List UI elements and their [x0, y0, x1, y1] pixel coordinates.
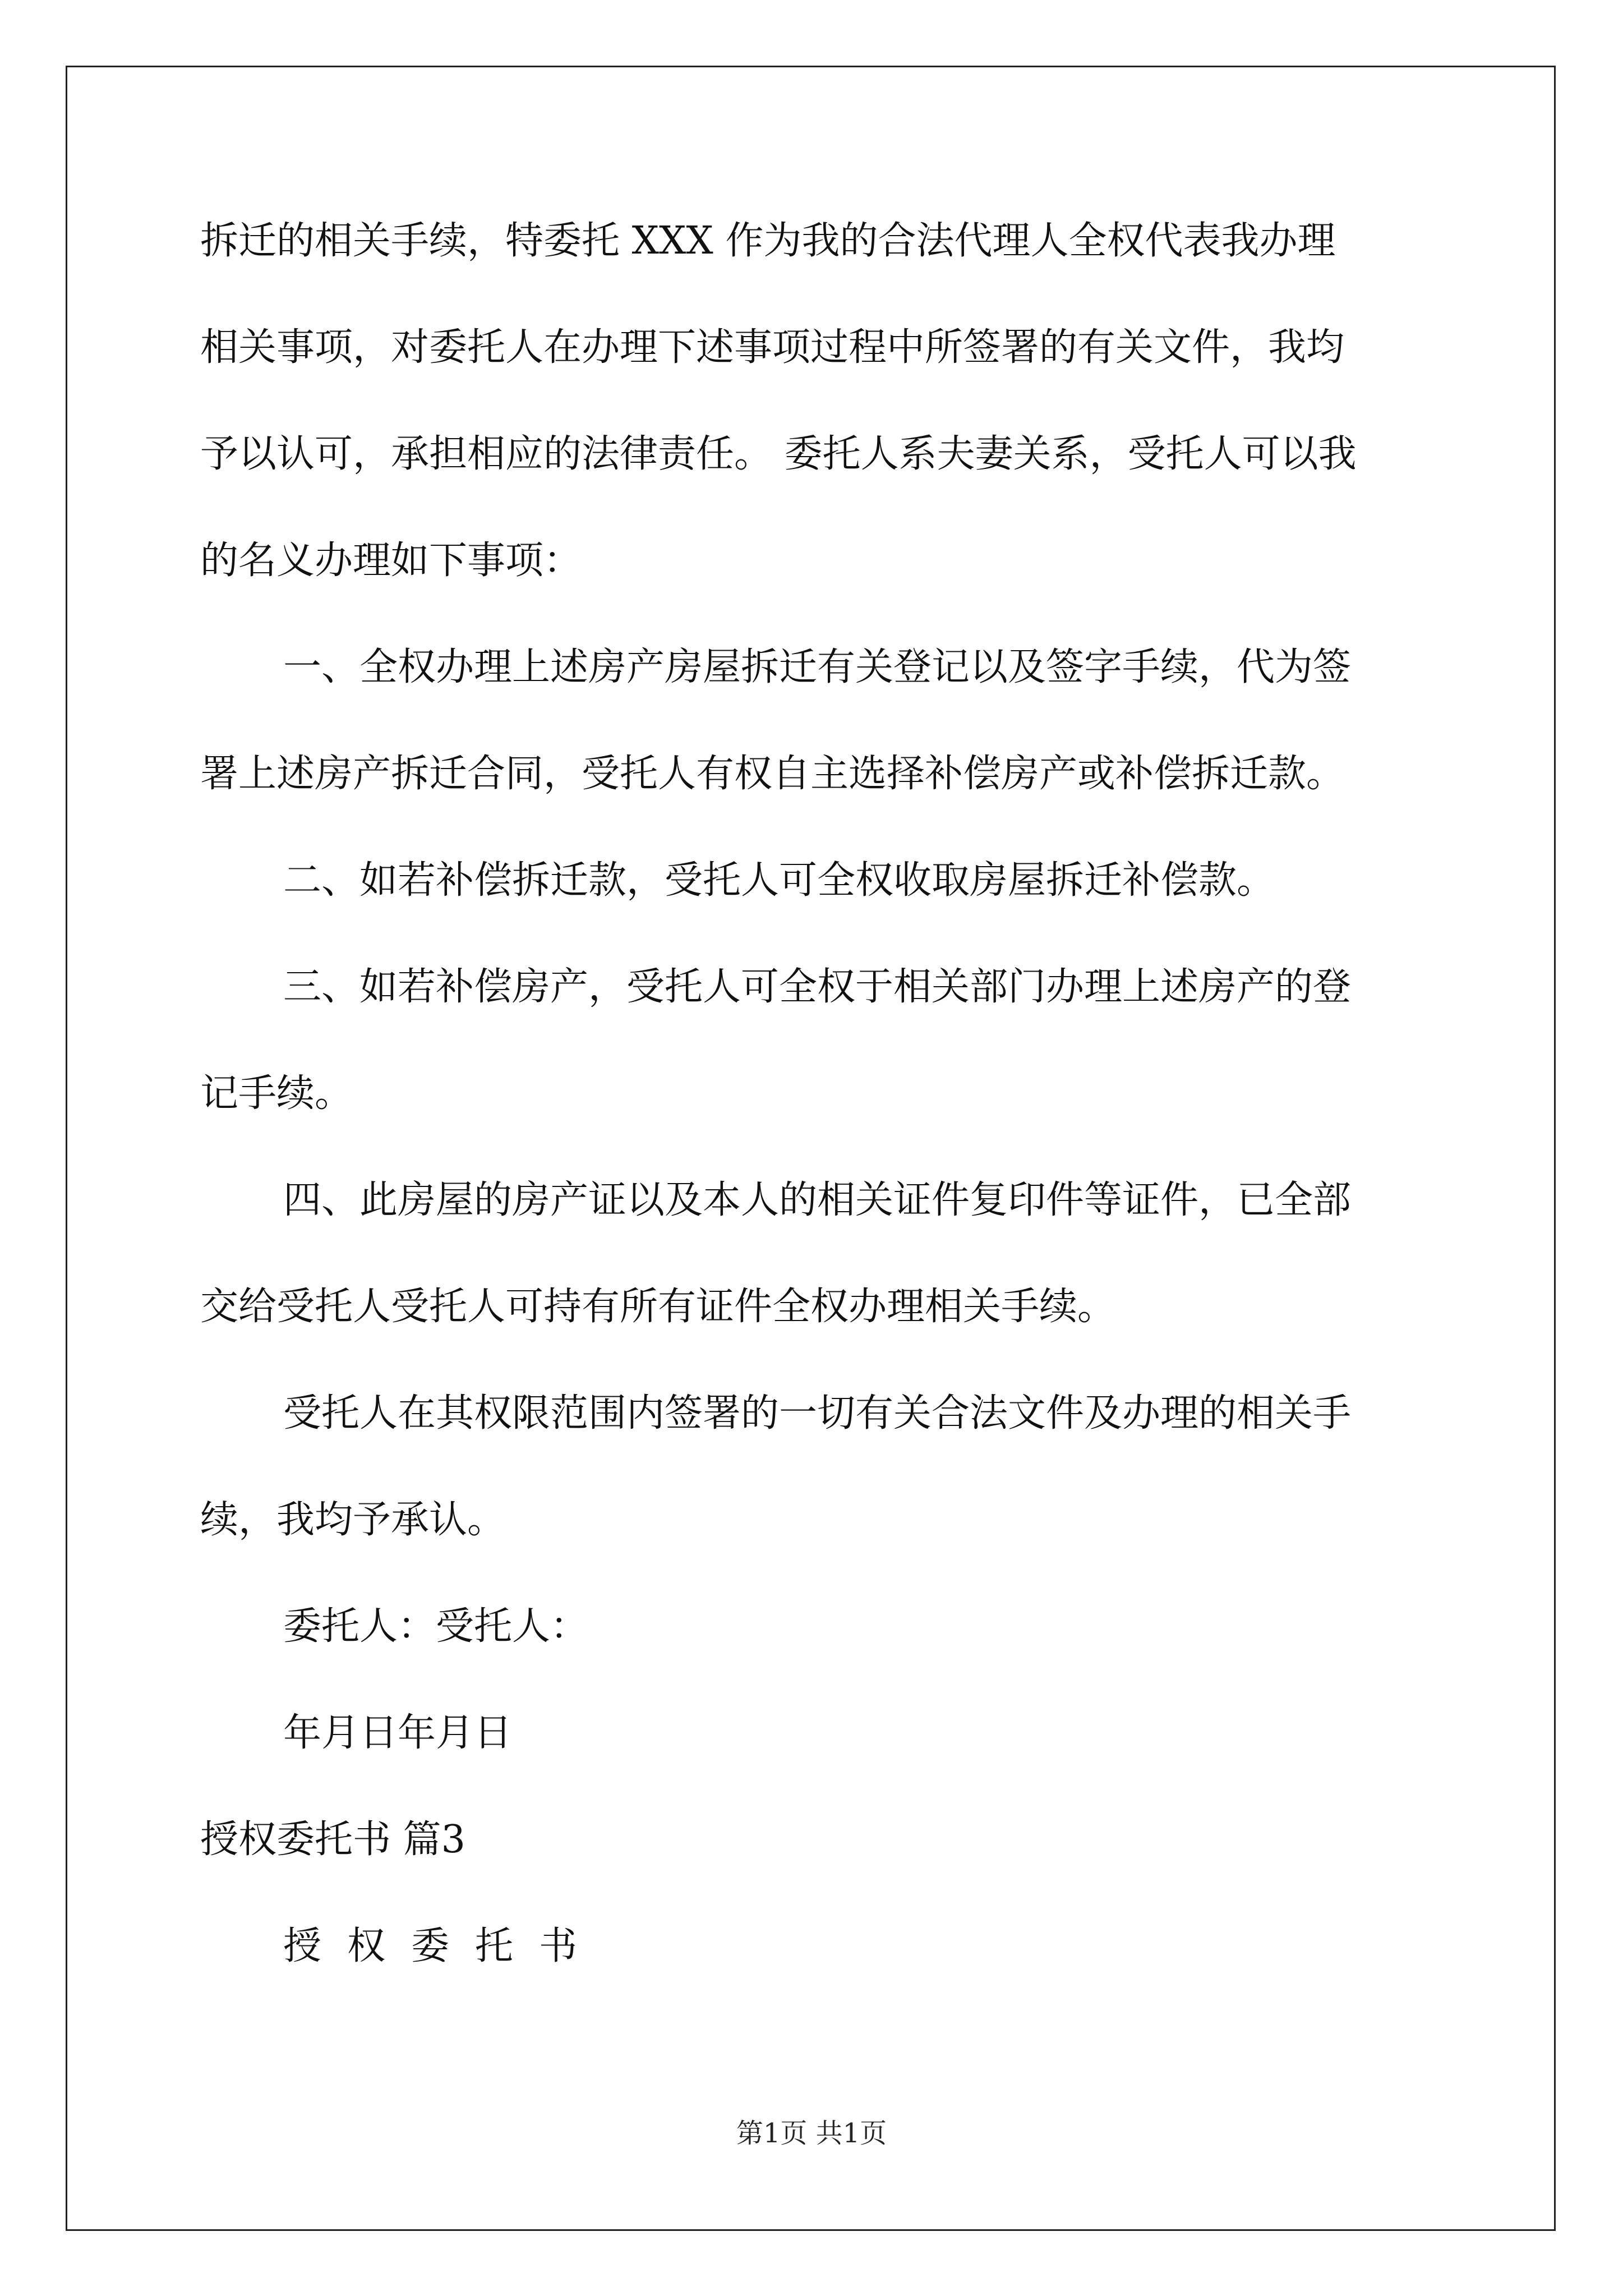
paragraph-line: 续，我均予承认。	[200, 1498, 506, 1542]
document-title: 授权委托书	[283, 1924, 603, 1968]
page-footer: 第1页 共1页	[736, 2118, 887, 2149]
clause-one: 一、全权办理上述房产房屋拆迁有关登记以及签字手续，代为签	[283, 645, 1352, 689]
paragraph-line: 的名义办理如下事项：	[200, 539, 582, 583]
paragraph-line: 署上述房产拆迁合同，受托人有权自主选择补偿房产或补偿拆迁款。	[200, 752, 1345, 796]
clause-two: 二、如若补偿拆迁款，受托人可全权收取房屋拆迁补偿款。	[283, 858, 1275, 903]
date-line: 年月日年月日	[283, 1711, 513, 1755]
paragraph-line: 记手续。	[200, 1071, 353, 1116]
section-heading: 授权委托书 篇3	[200, 1818, 465, 1862]
paragraph-line: 予以认可，承担相应的法律责任。 委托人系夫妻关系，受托人可以我	[200, 432, 1357, 476]
signature-line: 委托人：受托人：	[283, 1604, 589, 1649]
confirmation-paragraph: 受托人在其权限范围内签署的一切有关合法文件及办理的相关手	[283, 1391, 1352, 1435]
paragraph-line: 拆迁的相关手续，特委托 XXX 作为我的合法代理人全权代表我办理	[200, 219, 1336, 263]
page-border	[66, 66, 1556, 2231]
clause-four: 四、此房屋的房产证以及本人的相关证件复印件等证件，已全部	[283, 1178, 1352, 1222]
paragraph-line: 交给受托人受托人可持有所有证件全权办理相关手续。	[200, 1285, 1116, 1329]
paragraph-line: 相关事项，对委托人在办理下述事项过程中所签署的有关文件，我均	[200, 325, 1345, 370]
clause-three: 三、如若补偿房产，受托人可全权于相关部门办理上述房产的登	[283, 965, 1352, 1009]
